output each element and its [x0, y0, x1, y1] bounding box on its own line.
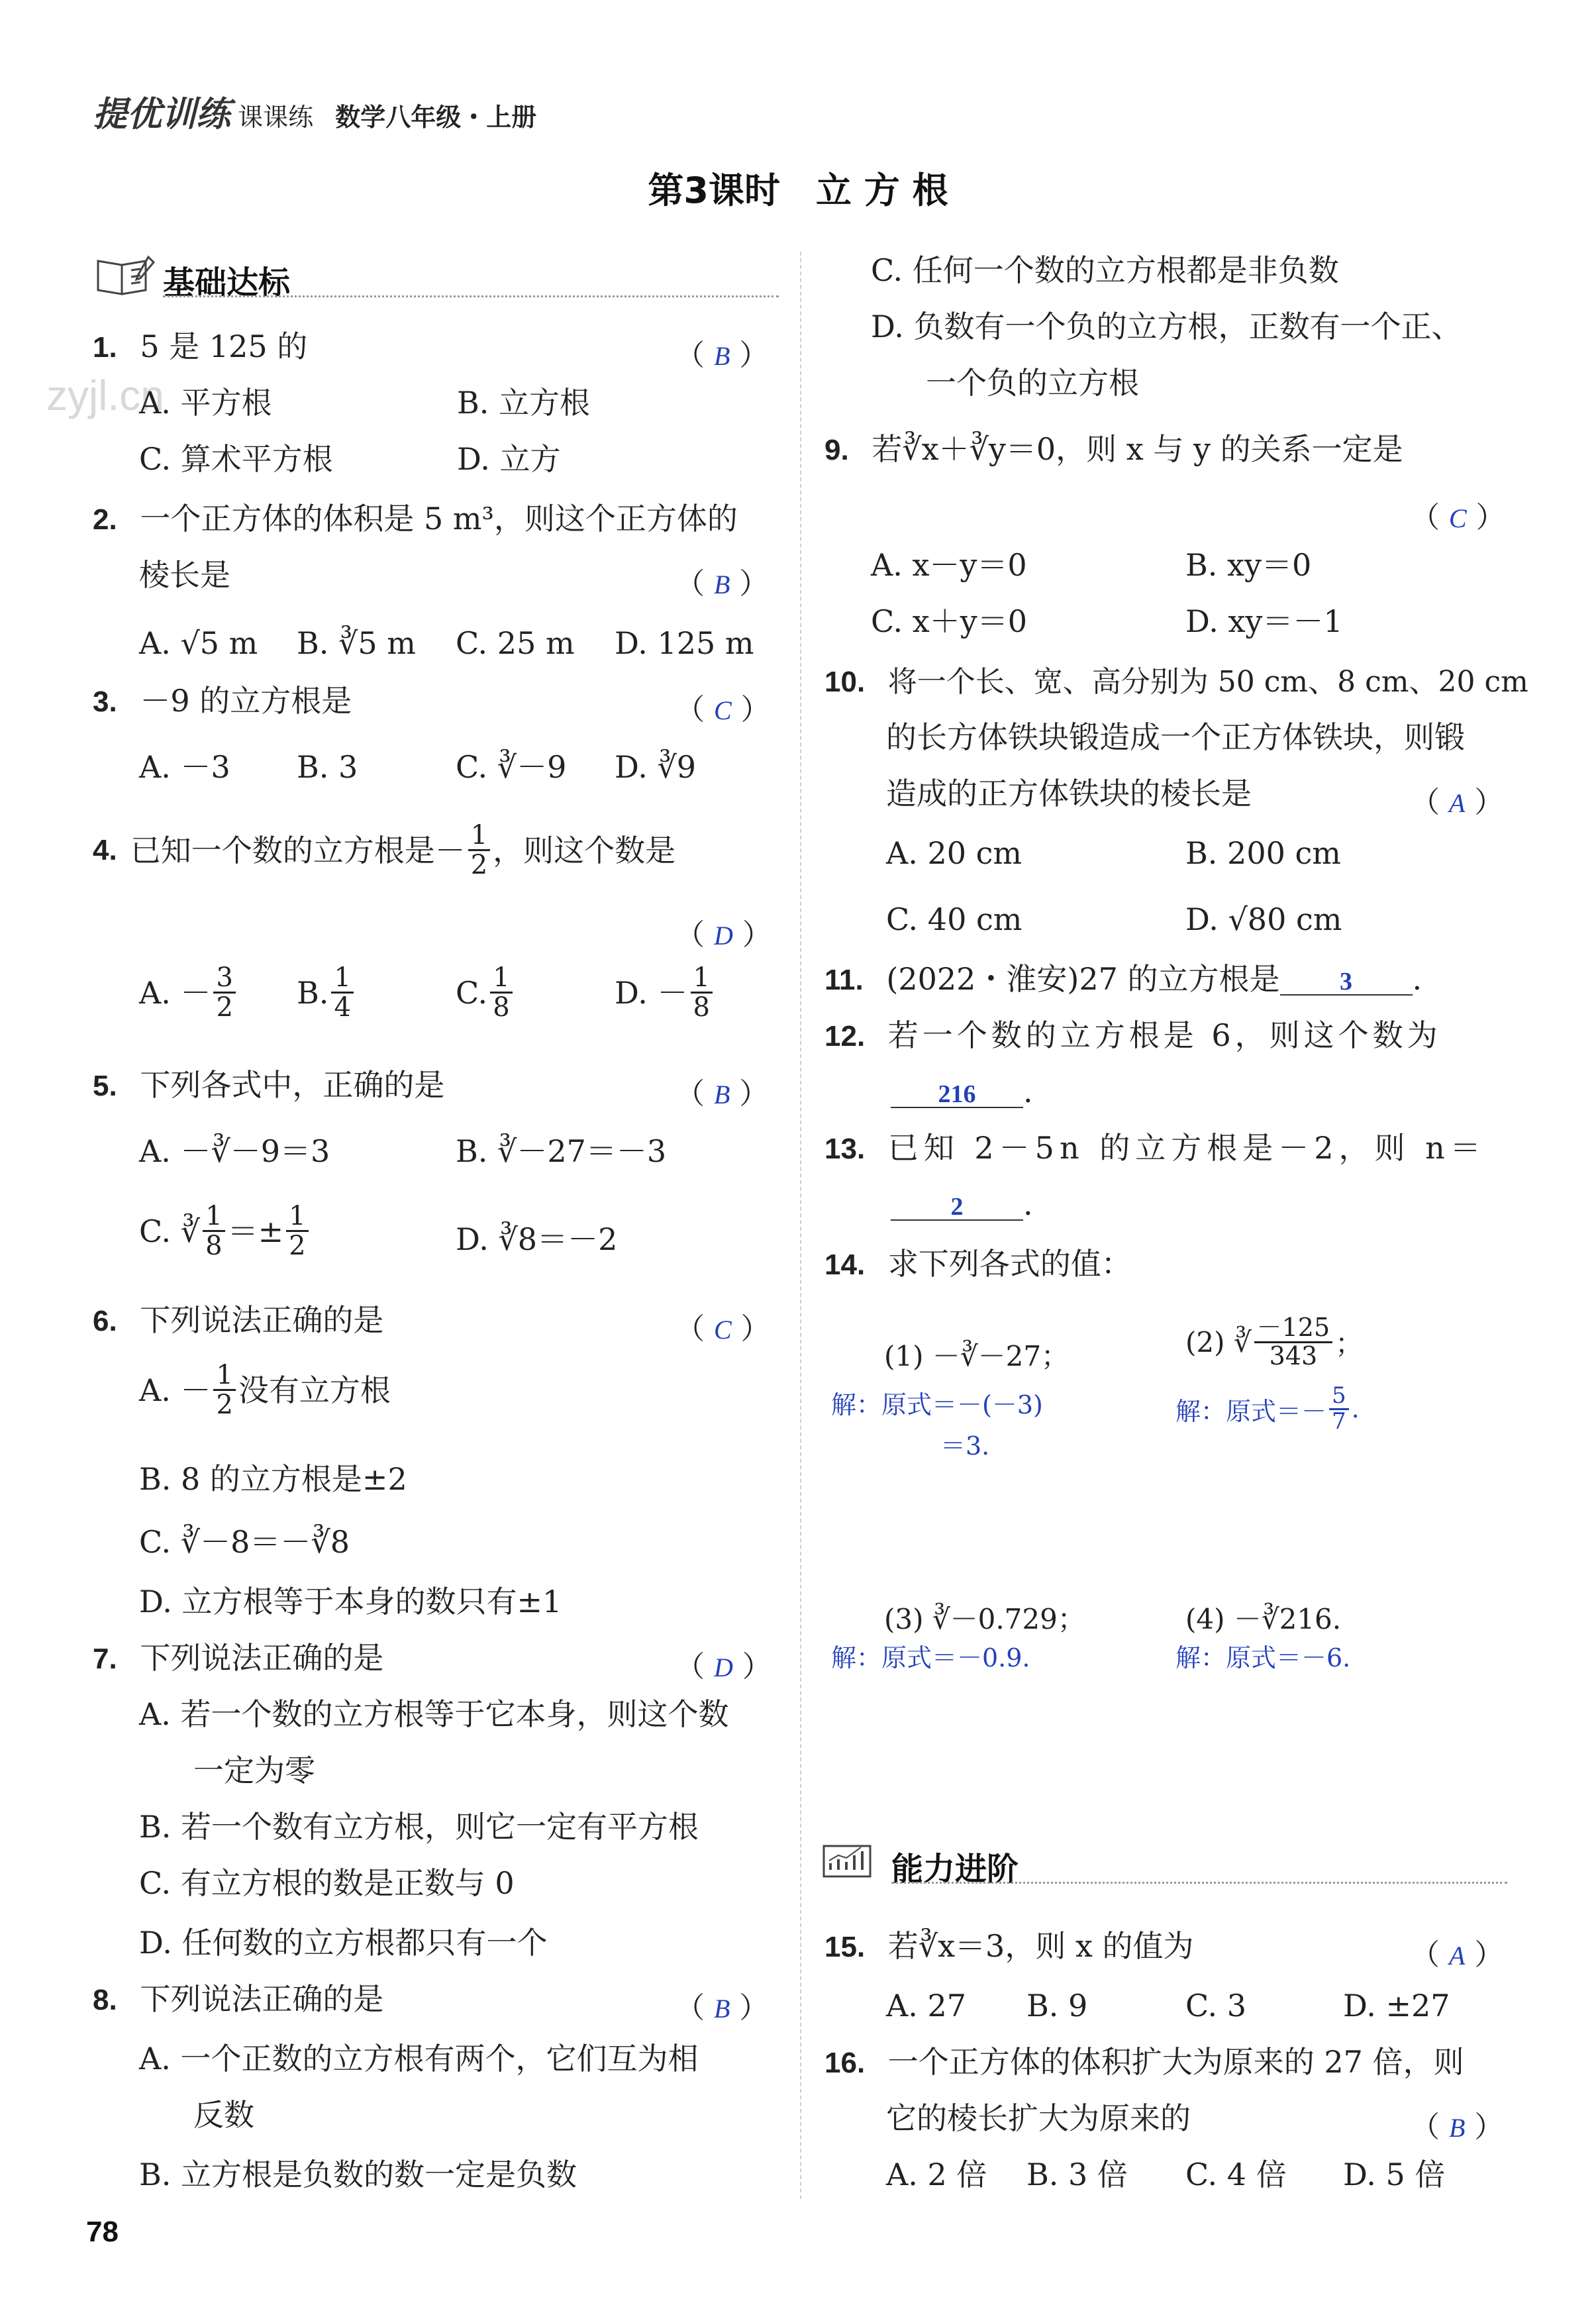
- question-1: 1. 5 是 125 的: [93, 329, 308, 364]
- q14-part-4: (4) －∛216.: [1185, 1603, 1342, 1635]
- question-15: 15. 若∛x＝3，则 x 的值为: [824, 1928, 1194, 1964]
- q15-option-a: A. 27: [886, 1988, 966, 2023]
- question-4: 4. 已知一个数的立方根是－ $\frac{1}{2}$ ，则这个数是: [93, 820, 676, 880]
- question-10: 10. 将一个长、宽、高分别为 50 cm、8 cm、20 cm: [824, 665, 1528, 699]
- q8-option-d-line2: 一个负的立方根: [926, 365, 1139, 401]
- q15-option-c: C. 3: [1185, 1988, 1247, 2023]
- q16-answer-bracket: （ B ）: [1411, 2110, 1504, 2144]
- q5-option-a: A. －∛－9＝3: [139, 1133, 330, 1169]
- q7-option-b: B. 若一个数有立方根，则它一定有平方根: [139, 1809, 699, 1845]
- q1-option-d: D. 立方: [457, 441, 561, 477]
- watermark: zyjl.cn: [46, 372, 164, 419]
- q4-option-c: C. $\frac{1}{8}$: [456, 964, 515, 1021]
- q7-answer-bracket: （ D ）: [675, 1650, 772, 1684]
- q6-option-c: C. ∛－8＝－∛8: [139, 1524, 350, 1560]
- q15-option-d: D. ±27: [1343, 1988, 1450, 2023]
- q14-part-4-solution: 解：原式＝－6.: [1175, 1643, 1351, 1672]
- subject-name: 数学八年级・上册: [335, 103, 537, 132]
- q10-option-b: B. 200 cm: [1185, 835, 1341, 871]
- q9-option-b: B. xy＝0: [1185, 547, 1312, 583]
- q2-option-b: B. ∛5 m: [297, 625, 416, 661]
- q4-option-a: A. － $\frac{3}{2}$: [139, 964, 238, 1021]
- q12-fill-line: 216 .: [891, 1076, 1033, 1108]
- q4-option-b: B. $\frac{1}{4}$: [297, 964, 356, 1021]
- q3-answer-bracket: （ C ）: [675, 693, 770, 727]
- q14-part-1-solution: 解：原式＝－(－3): [831, 1390, 1043, 1419]
- question-16: 16. 一个正方体的体积扩大为原来的 27 倍，则: [824, 2044, 1464, 2080]
- q16-option-d: D. 5 倍: [1343, 2157, 1446, 2192]
- q4-answer-bracket: （ D ）: [675, 918, 772, 952]
- q7-option-a-line2: 一定为零: [193, 1753, 315, 1788]
- q10-option-c: C. 40 cm: [886, 901, 1022, 937]
- q6-option-b: B. 8 的立方根是±2: [139, 1461, 407, 1497]
- section-basic-rule: [163, 295, 779, 297]
- q6-option-a: A. － $\frac{1}{2}$ 没有立方根: [139, 1360, 391, 1420]
- q8-option-a: A. 一个正数的立方根有两个，它们互为相: [139, 2041, 699, 2076]
- q8-option-b: B. 立方根是负数的数一定是负数: [139, 2157, 577, 2192]
- q16-option-c: C. 4 倍: [1185, 2157, 1287, 2192]
- q11-fill-blank: 3: [1280, 969, 1413, 996]
- q7-option-a: A. 若一个数的立方根等于它本身，则这个数: [139, 1696, 729, 1732]
- q8-option-a-line2: 反数: [193, 2097, 254, 2133]
- book-icon: [93, 252, 156, 298]
- q10-stem-line2: 的长方体铁块锻造成一个正方体铁块，则锻: [886, 719, 1465, 755]
- q14-part-1: (1) －∛－27；: [884, 1340, 1070, 1372]
- q8-option-d: D. 负数有一个负的立方根，正数有一个正、: [871, 309, 1462, 344]
- q3-option-d: D. ∛9: [615, 749, 697, 785]
- q16-option-a: A. 2 倍: [886, 2157, 987, 2192]
- q15-option-b: B. 9: [1026, 1988, 1088, 2023]
- q12-fill-blank: 216: [891, 1082, 1023, 1108]
- question-14: 14. 求下列各式的值：: [824, 1246, 1132, 1282]
- q1-option-b: B. 立方根: [457, 385, 591, 421]
- series-name: 课课练: [238, 103, 314, 132]
- question-11: 11. (2022・淮安)27 的立方根是 3 .: [824, 961, 1422, 997]
- question-13: 13. 已知 2－5n 的立方根是－2，则 n＝: [824, 1130, 1486, 1166]
- q2-stem-line2: 棱长是: [139, 557, 230, 593]
- q4-option-d: D. － $\frac{1}{8}$: [615, 964, 715, 1021]
- question-6: 6. 下列说法正确的是: [93, 1302, 384, 1338]
- q9-answer-bracket: （ C ）: [1411, 501, 1505, 535]
- q8-option-c: C. 任何一个数的立方根都是非负数: [871, 252, 1339, 288]
- q3-option-c: C. ∛－9: [456, 749, 567, 785]
- section-basic: [93, 252, 781, 301]
- chart-icon: [821, 1841, 877, 1880]
- section-advanced-rule: [891, 1882, 1507, 1884]
- section-basic-title: 基础达标: [163, 264, 291, 301]
- q2-option-d: D. 125 m: [615, 625, 754, 661]
- q7-option-c: C. 有立方根的数是正数与 0: [139, 1865, 515, 1901]
- question-12: 12. 若一个数的立方根是 6，则这个数为: [824, 1017, 1442, 1053]
- q14-part-3-solution: 解：原式＝－0.9.: [831, 1643, 1030, 1672]
- page-number: 78: [86, 2216, 119, 2248]
- q1-option-c: C. 算术平方根: [139, 441, 333, 477]
- q10-option-a: A. 20 cm: [886, 835, 1022, 871]
- section-advanced: [821, 1838, 1510, 1888]
- question-8: 8. 下列说法正确的是: [93, 1981, 384, 2017]
- header: [93, 86, 536, 132]
- q10-answer-bracket: （ A ）: [1411, 786, 1504, 819]
- q16-stem-line2: 它的棱长扩大为原来的: [886, 2100, 1191, 2136]
- q9-option-d: D. xy＝－1: [1185, 603, 1343, 639]
- section-advanced-title: 能力进阶: [891, 1851, 1019, 1888]
- q10-stem-line3: 造成的正方体铁块的棱长是: [886, 776, 1252, 811]
- q13-fill-line: 2 .: [891, 1189, 1033, 1221]
- q14-part-2: (2) ∛ $\frac{-125}{343}$ ；: [1185, 1313, 1364, 1370]
- q7-option-d: D. 任何数的立方根都只有一个: [139, 1925, 548, 1961]
- q5-option-d: D. ∛8＝－2: [456, 1221, 618, 1257]
- q14-part-3: (3) ∛－0.729；: [884, 1603, 1085, 1635]
- question-2: 2. 一个正方体的体积是 5 m³，则这个正方体的: [93, 501, 738, 537]
- q6-option-d: D. 立方根等于本身的数只有±1: [139, 1584, 562, 1619]
- page-title: 第3课时 立 方 根: [648, 170, 948, 211]
- q14-part-1-solution-line2: ＝3.: [940, 1431, 990, 1460]
- column-divider: [800, 252, 801, 2199]
- q6-answer-bracket: （ C ）: [675, 1312, 770, 1346]
- q1-option-a: A. 平方根: [139, 385, 272, 421]
- q2-answer-bracket: （ B ）: [675, 567, 769, 601]
- q9-option-c: C. x＋y＝0: [871, 603, 1027, 639]
- q8-answer-bracket: （ B ）: [675, 1991, 769, 2025]
- brand-logo: 提优训练: [93, 95, 231, 134]
- q2-option-a: A. √5 m: [139, 625, 258, 661]
- q14-part-2-solution: 解：原式＝－ $\frac{5}{7}$ .: [1175, 1382, 1360, 1435]
- q1-answer-bracket: （ B ）: [675, 338, 769, 372]
- q3-option-a: A. －3: [139, 749, 230, 785]
- q5-option-b: B. ∛－27＝－3: [456, 1133, 667, 1169]
- q2-option-c: C. 25 m: [456, 625, 575, 661]
- q10-option-d: D. √80 cm: [1185, 901, 1342, 937]
- q9-option-a: A. x－y＝0: [871, 547, 1027, 583]
- q16-option-b: B. 3 倍: [1026, 2157, 1128, 2192]
- question-3: 3. －9 的立方根是: [93, 683, 352, 719]
- question-5: 5. 下列各式中，正确的是: [93, 1067, 445, 1103]
- question-7: 7. 下列说法正确的是: [93, 1640, 384, 1676]
- question-9: 9. 若∛x＋∛y＝0，则 x 与 y 的关系一定是: [824, 431, 1403, 467]
- q5-answer-bracket: （ B ）: [675, 1077, 769, 1111]
- q3-option-b: B. 3: [297, 749, 358, 785]
- q13-fill-blank: 2: [891, 1194, 1023, 1221]
- q5-option-c: C. ∛ $\frac{1}{8}$ ＝± $\frac{1}{2}$: [139, 1202, 311, 1260]
- q4-fraction: $\frac{1}{2}$: [468, 821, 490, 879]
- q15-answer-bracket: （ A ）: [1411, 1938, 1504, 1972]
